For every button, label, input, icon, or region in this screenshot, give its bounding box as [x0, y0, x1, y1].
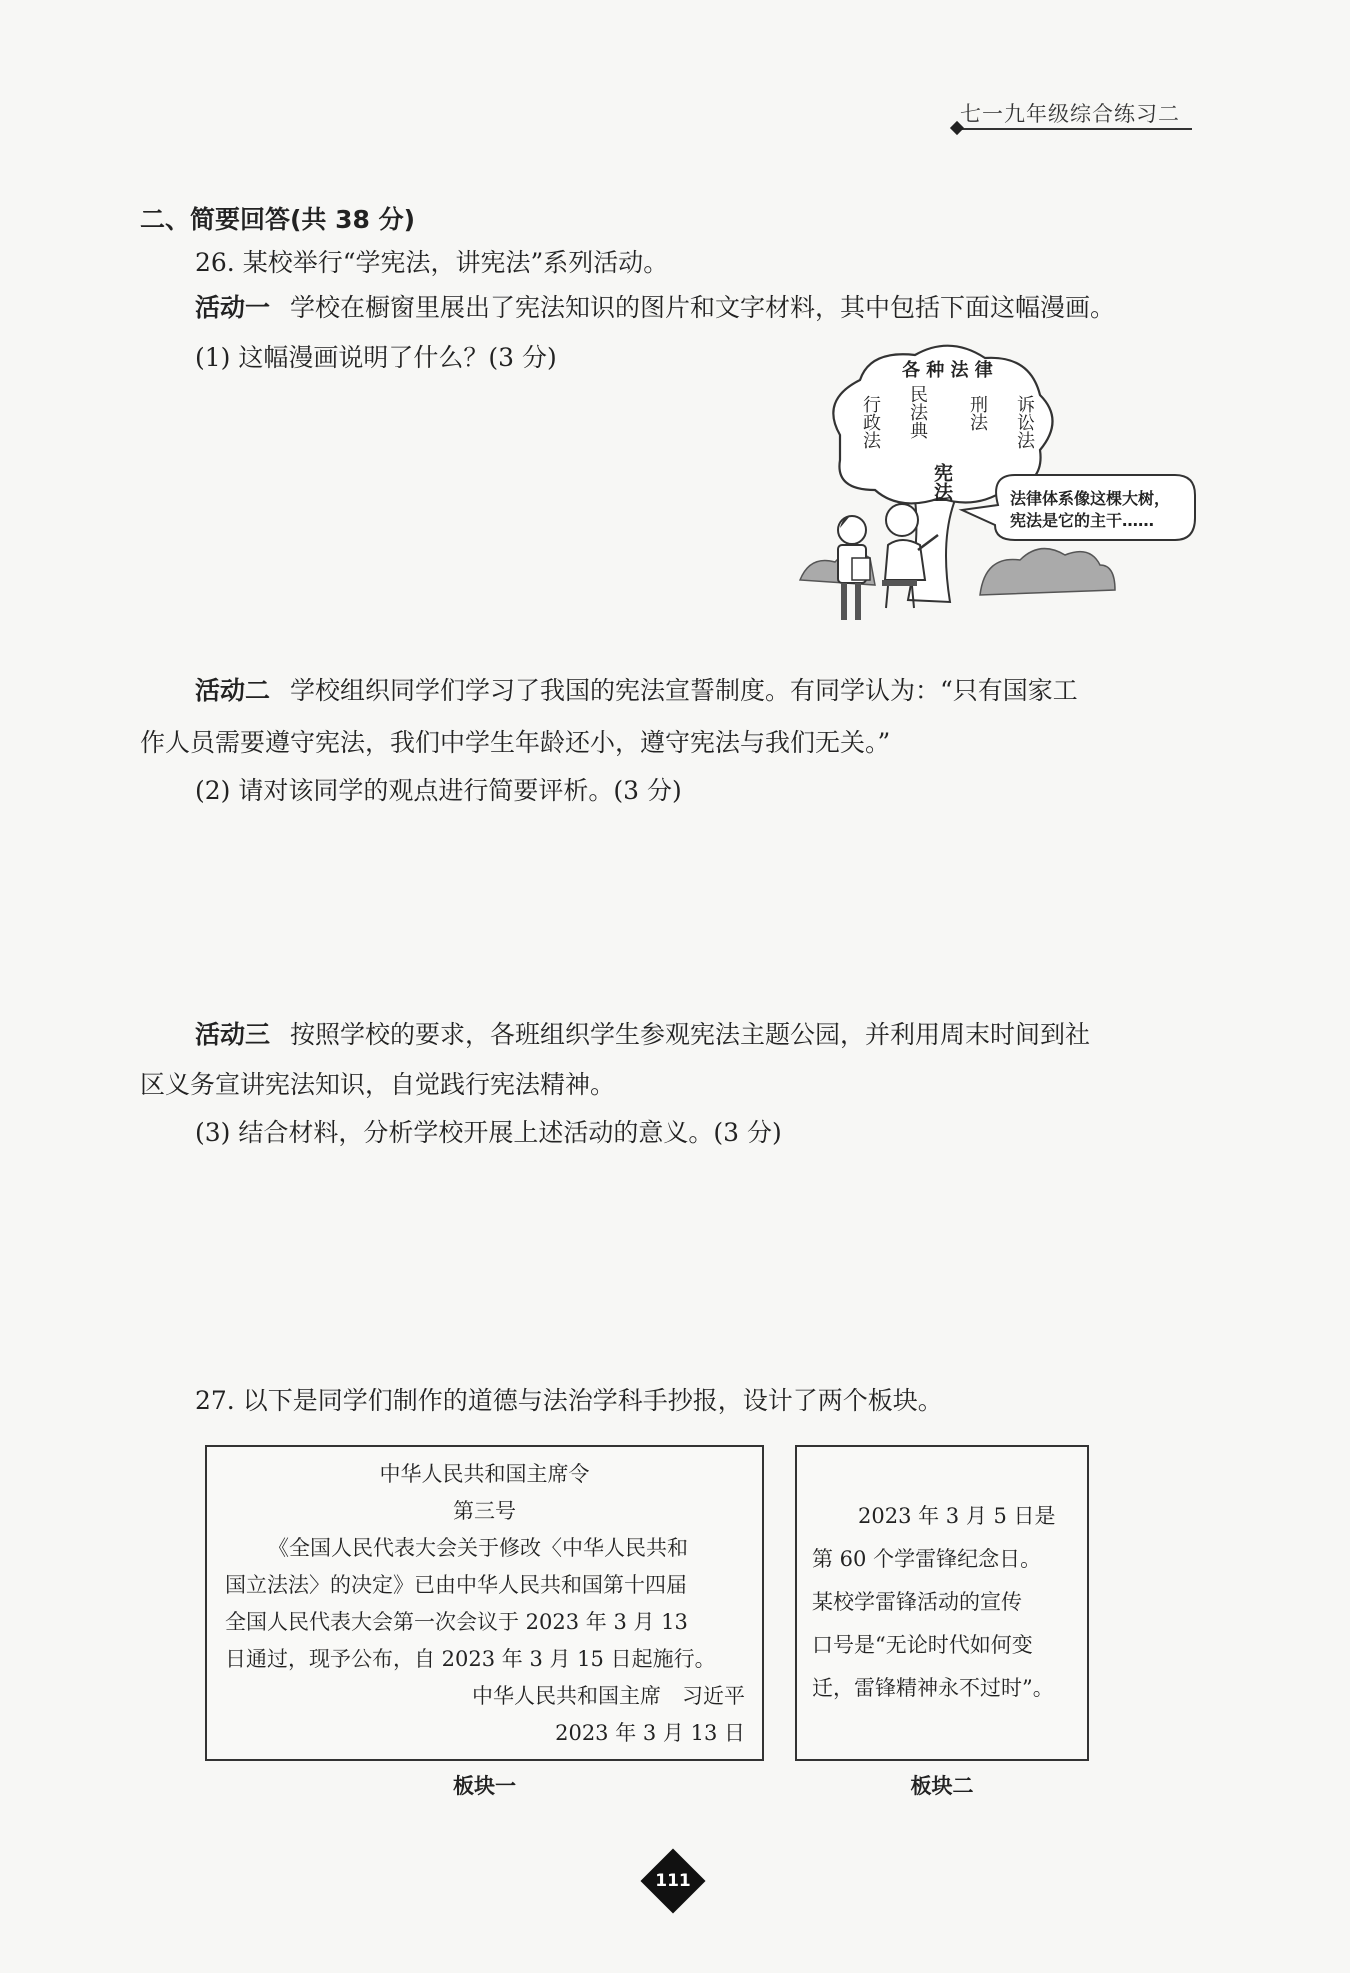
panel-two-line-3: 某校学雷锋活动的宣传 — [812, 1590, 1022, 1614]
q26-part2: (2) 请对该同学的观点进行简要评析。(3 分) — [195, 776, 682, 805]
panel-one-caption: 板块一 — [453, 1774, 516, 1798]
section-title: 二、简要回答(共 38 分) — [140, 205, 416, 234]
decree-date: 2023 年 3 月 13 日 — [555, 1721, 745, 1745]
law-procedure: 诉讼法 — [1014, 395, 1035, 449]
law-civil: 民法典 — [907, 385, 928, 439]
activity-3-line1: 按照学校的要求，各班组织学生参观宪法主题公园，并利用周末时间到社 — [290, 1020, 1091, 1049]
panel-two-line-2: 第 60 个学雷锋纪念日。 — [812, 1547, 1042, 1571]
panel-one-box — [205, 1445, 764, 1761]
panel-two-line-1: 2023 年 3 月 5 日是 — [858, 1504, 1056, 1528]
activity-1 — [195, 295, 1115, 320]
decree-line-2: 国立法法〉的决定》已由中华人民共和国第十四届 — [225, 1573, 687, 1597]
activity-2-line2: 作人员需要遵守宪法，我们中学生年龄还小，遵守宪法与我们无关。” — [140, 728, 891, 757]
crown-title: 各 种 法 律 — [902, 360, 993, 381]
activity-1-text: 学校在橱窗里展出了宪法知识的图片和文字材料，其中包括下面这幅漫画。 — [290, 293, 1116, 322]
decree-line-4: 日通过，现予公布，自 2023 年 3 月 15 日起施行。 — [225, 1647, 716, 1671]
activity-3 — [195, 1022, 1090, 1047]
header-rule — [960, 128, 1192, 130]
activity-1-label: 活动一 — [195, 293, 271, 322]
q26-part3: (3) 结合材料，分析学校开展上述活动的意义。(3 分) — [195, 1118, 782, 1147]
q26-part1: (1) 这幅漫画说明了什么？(3 分) — [195, 343, 557, 372]
panel-two-caption: 板块二 — [910, 1774, 974, 1798]
q27-stem: 27. 以下是同学们制作的道德与法治学科手抄报，设计了两个板块。 — [195, 1386, 943, 1415]
law-criminal: 刑法 — [967, 395, 988, 431]
law-admin: 行政法 — [860, 395, 881, 449]
page-number: 111 — [655, 1871, 691, 1891]
speech-bubble-text: 法律体系像这棵大树，宪法是它的主干…… — [1010, 489, 1171, 530]
trunk-label: 宪法 — [931, 463, 953, 501]
panel-two-line-5: 迁，雷锋精神永不过时”。 — [812, 1676, 1054, 1700]
activity-2-line1: 学校组织同学们学习了我国的宪法宣誓制度。有同学认为：“只有国家工 — [290, 676, 1078, 705]
decree-signature: 中华人民共和国主席 习近平 — [472, 1684, 745, 1708]
activity-2 — [195, 678, 1078, 703]
running-header: 七一九年级综合练习二 — [960, 102, 1180, 126]
decree-line-3: 全国人民代表大会第一次会议于 2023 年 3 月 13 — [225, 1610, 688, 1634]
decree-number: 第三号 — [453, 1499, 516, 1523]
q26-stem: 26. 某校举行“学宪法，讲宪法”系列活动。 — [195, 248, 669, 277]
decree-title: 中华人民共和国主席令 — [379, 1462, 590, 1486]
panel-two-line-4: 口号是“无论时代如何变 — [812, 1633, 1033, 1657]
activity-3-line2: 区义务宣讲宪法知识，自觉践行宪法精神。 — [140, 1070, 616, 1099]
activity-3-label: 活动三 — [195, 1020, 271, 1049]
decree-line-1: 《全国人民代表大会关于修改〈中华人民共和 — [268, 1536, 688, 1560]
activity-2-label: 活动二 — [195, 676, 271, 705]
